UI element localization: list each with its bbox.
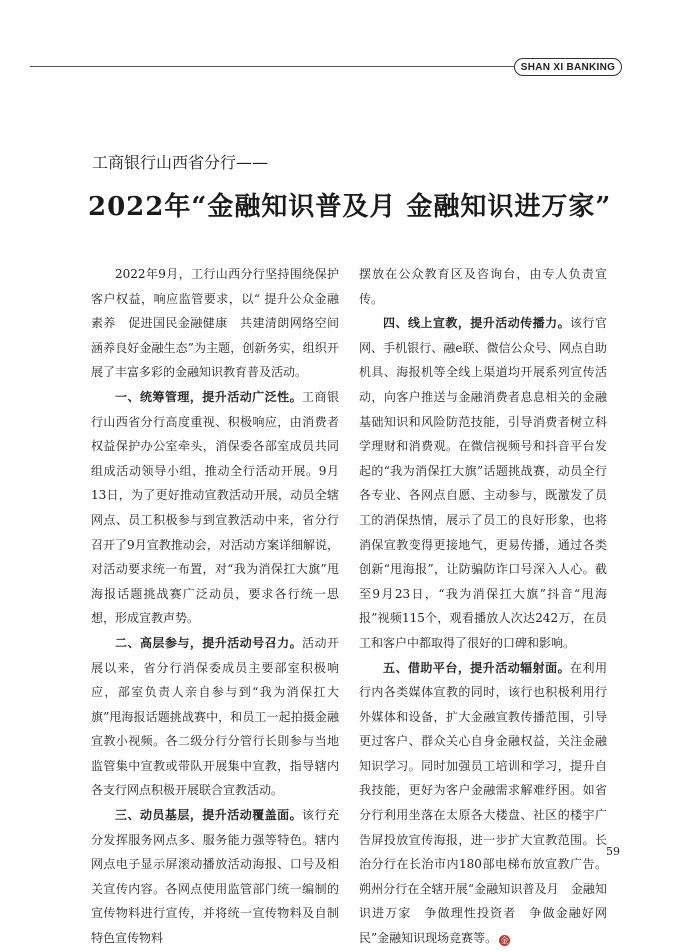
paragraph-text: 该行官网、手机银行、融e联、微信公众号、网点自助机具、海报机等全线上渠道均开展系列宣传活动，向客户推送与金融消费者息息相关的金融基础知识和风险防范技能，引导消费者树立科学理财和消费观。在微信视频号和抖音平台发起的“我为消保扛大旗”话题挑战赛，动员全行各专业、各网点自愿、主动参与，既激发了员工的消保热情，展示了员工的良好形象，也将消保宣教变得更接地气，更易传播，通过各类创新“甩海报”，让防骗防诈口号深入人心。截至9月23日，“我为消保扛大旗”抖音“甩海报”视频115个，观看播放人次达242万，在员工和客户中都取得了很好的口碑和影响。 <box>359 316 607 650</box>
section-tag: SHAN XI BANKING <box>514 58 622 76</box>
paragraph-text: 在利用行内各类媒体宣教的同时，该行也积极利用行外媒体和设备，扩大金融宣教传播范围，引导更过客户、群众关心自身金融权益，关注金融知识学习。同时加强员工培训和学习，提升自我技能，更好为客户金融需求解难纾困。如省分行利用坐落在太原各大楼盘、社区的楼宇广告屏投放宣传海报，进一步扩大宣教范围。长治分行在长治市内180部电梯布放宣教广告。朔州分行在全辖开展“金融知识普及月 金融知识进万家 争做理性投资者 争做金融好网民”金融知识现场竞赛等。 <box>359 660 607 946</box>
article-title: 2022年“金融知识普及月 金融知识进万家” <box>88 192 612 222</box>
header-rule <box>30 66 514 67</box>
left-column <box>91 262 352 951</box>
right-column <box>359 262 607 951</box>
paragraph-text: 工商银行山西省分行高度重视、积极响应，由消费者权益保护办公室牵头，消保委各部室成员共同组成活动领导小组，推动全行活动开展。9月13日，为了更好推动宣教活动开展，动员全辖网点、员工积极参与到宣教活动中来，省分行召开了9月宣教推动会，对活动方案详细解说，对活动要求统一布置，对“我为消保扛大旗”甩海报话题挑战赛广泛动员，要求各行统一思想，形成宣教声势。 <box>91 389 339 626</box>
paragraph-heading: 三、动员基层，提升活动覆盖面。 <box>115 808 303 823</box>
paragraph <box>91 803 339 951</box>
paragraph-text: 该行充分发挥服务网点多、服务能力强等特色。辖内网点电子显示屏滚动播放活动海报、口号及相关宣传内容。各网点使用监管部门统一编制的宣传物料进行宣传，并将统一宣传物料及自制特色宣传物料 <box>91 808 339 946</box>
paragraph <box>359 311 607 655</box>
paragraph-text: 摆放在公众教育区及咨询台，由专人负责宣传。 <box>359 267 607 306</box>
paragraph-heading: 四、线上宣教，提升活动传播力。 <box>383 316 571 331</box>
end-mark-icon: 金 <box>500 936 509 946</box>
paragraph <box>91 262 352 385</box>
paragraph-heading: 二、高层参与，提升活动号召力。 <box>115 635 303 650</box>
paragraph-text: 活动开展以来，省分行消保委成员主要部室积极响应，部室负责人亲自参与到“我为消保扛大旗”甩海报话题挑战赛中，和员工一起拍摄金融宣教小视频。各二级分行分管行长則参与当地监管集中宣教或带队开展集中宣教，指导辖内各支行网点积极开展联合宣教活动。 <box>91 635 339 798</box>
paragraph-heading: 五、借助平台，提升活动辐射面。 <box>383 660 571 675</box>
paragraph <box>359 262 607 311</box>
paragraph <box>91 631 339 803</box>
paragraph <box>91 385 339 631</box>
paragraph-text: 2022年9月，工行山西分行坚持围绕保护客户权益，响应监管要求，以“ 提升公众金融素养 促进国民金融健康 共建清朗网络空间 涵养良好金融生态”为主题，创新务实，组织开展了丰富多彩的金融知识教育普及活动。 <box>91 267 352 380</box>
article-kicker: 工商银行山西省分行—— <box>92 153 269 172</box>
paragraph-heading: 一、统筹管理，提升活动广泛性。 <box>115 389 303 404</box>
page-number: 59 <box>606 845 620 858</box>
paragraph <box>359 656 607 951</box>
